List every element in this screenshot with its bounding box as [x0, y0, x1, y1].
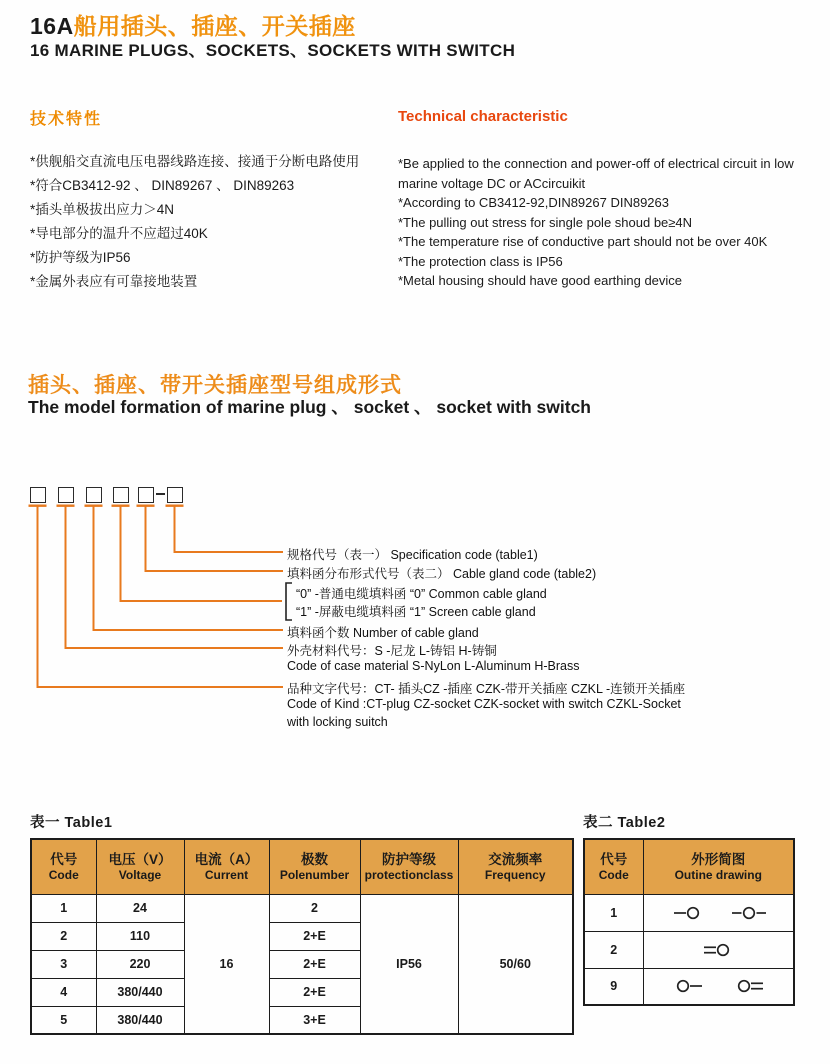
- cable-gland-dbl-left-icon: [701, 942, 735, 958]
- tech-item: *防护等级为IP56: [30, 250, 131, 265]
- table1-header-code: 代号 Code: [31, 839, 96, 894]
- pole-cell: 2+E: [269, 950, 360, 978]
- protection-cell: IP56: [360, 894, 458, 1034]
- code-cell: 9: [584, 968, 643, 1005]
- table2-header-outline-drawing: 外形简图 Outine drawing: [643, 839, 794, 894]
- label-kind-cn: 品种文字代号：CT- 插头CZ -插座 CZK-带开关插座 CZKL -连锁开关插座: [287, 682, 686, 696]
- table-row: [584, 968, 794, 1005]
- cable-gland-line-both-icon: [732, 905, 766, 921]
- tech-heading-cn: 技术特性: [30, 111, 103, 128]
- tech-item: *插头单极拔出应力＞4N: [30, 202, 175, 217]
- code-cell: 2: [31, 922, 96, 950]
- box-underline-ticks: [29, 505, 184, 507]
- voltage-cell: 220: [96, 950, 184, 978]
- outline-drawing-cell: [643, 931, 794, 968]
- label-gland-0: “0” -普通电缆填料函 “0” Common cable gland: [296, 587, 547, 601]
- model-heading-cn: 插头、插座、带开关插座型号组成形式: [28, 374, 402, 397]
- pole-cell: 2+E: [269, 978, 360, 1006]
- tech-item: *The protection class is IP56: [398, 253, 563, 269]
- table2-header-code: 代号 Code: [584, 839, 643, 894]
- voltage-cell: 24: [96, 894, 184, 922]
- page-subtitle: 16 MARINE PLUGS、SOCKETS、SOCKETS WITH SWITCH: [30, 41, 516, 60]
- table2: [583, 838, 795, 1006]
- table1-header-voltage: 电压（V） Voltage: [96, 839, 184, 894]
- voltage-cell: 380/440: [96, 978, 184, 1006]
- bracket-glyph: [286, 583, 292, 620]
- outline-drawing-cell: [643, 968, 794, 1005]
- pole-cell: 2+E: [269, 922, 360, 950]
- tech-item: *导电部分的温升不应超过40K: [30, 226, 208, 241]
- code-cell: 2: [584, 931, 643, 968]
- table-row: [31, 894, 573, 922]
- label-specification-code: 规格代号（表一） Specification code (table1): [287, 548, 538, 562]
- table1: [30, 838, 574, 1035]
- code-cell: 3: [31, 950, 96, 978]
- label-gland-1: “1” -屏蔽电缆填料函 “1” Screen cable gland: [296, 605, 536, 619]
- model-heading-en: The model formation of marine plug 、 socket 、 socket with switch: [28, 397, 591, 417]
- code-cell: 1: [584, 894, 643, 931]
- table-row: [584, 931, 794, 968]
- model-code-box: [138, 487, 154, 503]
- table-row: [584, 894, 794, 931]
- model-code-box: [58, 487, 74, 503]
- pole-cell: 3+E: [269, 1006, 360, 1034]
- tech-item: *The temperature rise of conductive part should not be over 40K: [398, 234, 768, 249]
- table1-header-protectionclass: 防护等级 protectionclass: [360, 839, 458, 894]
- label-gland-number: 填料函个数 Number of cable gland: [287, 626, 479, 640]
- table1-header-current: 电流（A） Current: [184, 839, 269, 894]
- tech-list-en: [398, 154, 822, 291]
- model-code-box: [30, 487, 46, 503]
- tech-item: *金属外表应有可靠接地装置: [30, 274, 198, 289]
- model-code-box: [86, 487, 102, 503]
- label-case-material-en: Code of case material S-NyLon L-Aluminum H-Brass: [287, 659, 580, 673]
- frequency-cell: 50/60: [458, 894, 573, 1034]
- current-cell: 16: [184, 894, 269, 1034]
- tech-item: *符合CB3412-92 、 DIN89267 、 DIN89263: [30, 178, 295, 193]
- tech-item: *Metal housing should have good earthing device: [398, 273, 683, 288]
- table1-header-frequency: 交流频率 Frequency: [458, 839, 573, 894]
- tech-item: *Be applied to the connection and power-off of electrical circuit in low marine voltage DC or ACcircuikit: [398, 156, 794, 191]
- model-code-box: [167, 487, 183, 503]
- outline-drawing-cell: [643, 894, 794, 931]
- model-code-dash: [156, 493, 165, 495]
- table1-caption: 表一 Table1: [30, 815, 113, 831]
- cable-gland-line-right-icon: [671, 978, 705, 994]
- voltage-cell: 380/440: [96, 1006, 184, 1034]
- code-cell: 1: [31, 894, 96, 922]
- page-title-prefix: 16A: [30, 13, 74, 39]
- label-cable-gland-code: 填料函分布形式代号（表二） Cable gland code (table2): [287, 567, 597, 581]
- cable-gland-dbl-right-icon: [732, 978, 766, 994]
- model-code-box: [113, 487, 129, 503]
- label-case-material-cn: 外壳材料代号：S -尼龙 L-铸铝 H-铸铜: [287, 644, 497, 658]
- table2-caption: 表二 Table2: [583, 815, 666, 831]
- pole-cell: 2: [269, 894, 360, 922]
- cable-gland-line-left-icon: [671, 905, 705, 921]
- tech-item: *The pulling out stress for single pole shoud be≥4N: [398, 214, 693, 230]
- tech-list-cn: [30, 150, 390, 294]
- label-kind-en-2: with locking suitch: [287, 715, 388, 729]
- tech-item: *供舰船交直流电压电器线路连接、接通于分断电路使用: [30, 154, 360, 169]
- tech-item: *According to CB3412-92,DIN89267 DIN89263: [398, 195, 670, 210]
- table1-header-polenumber: 极数 Polenumber: [269, 839, 360, 894]
- tech-heading-en: Technical characteristic: [398, 108, 568, 125]
- label-kind-en-1: Code of Kind :CT-plug CZ-socket CZK-socket with switch CZKL-Socket: [287, 697, 681, 711]
- connector-lines: [38, 506, 284, 687]
- code-cell: 4: [31, 978, 96, 1006]
- voltage-cell: 110: [96, 922, 184, 950]
- page-title-cn: 船用插头、插座、开关插座: [73, 13, 356, 39]
- code-cell: 5: [31, 1006, 96, 1034]
